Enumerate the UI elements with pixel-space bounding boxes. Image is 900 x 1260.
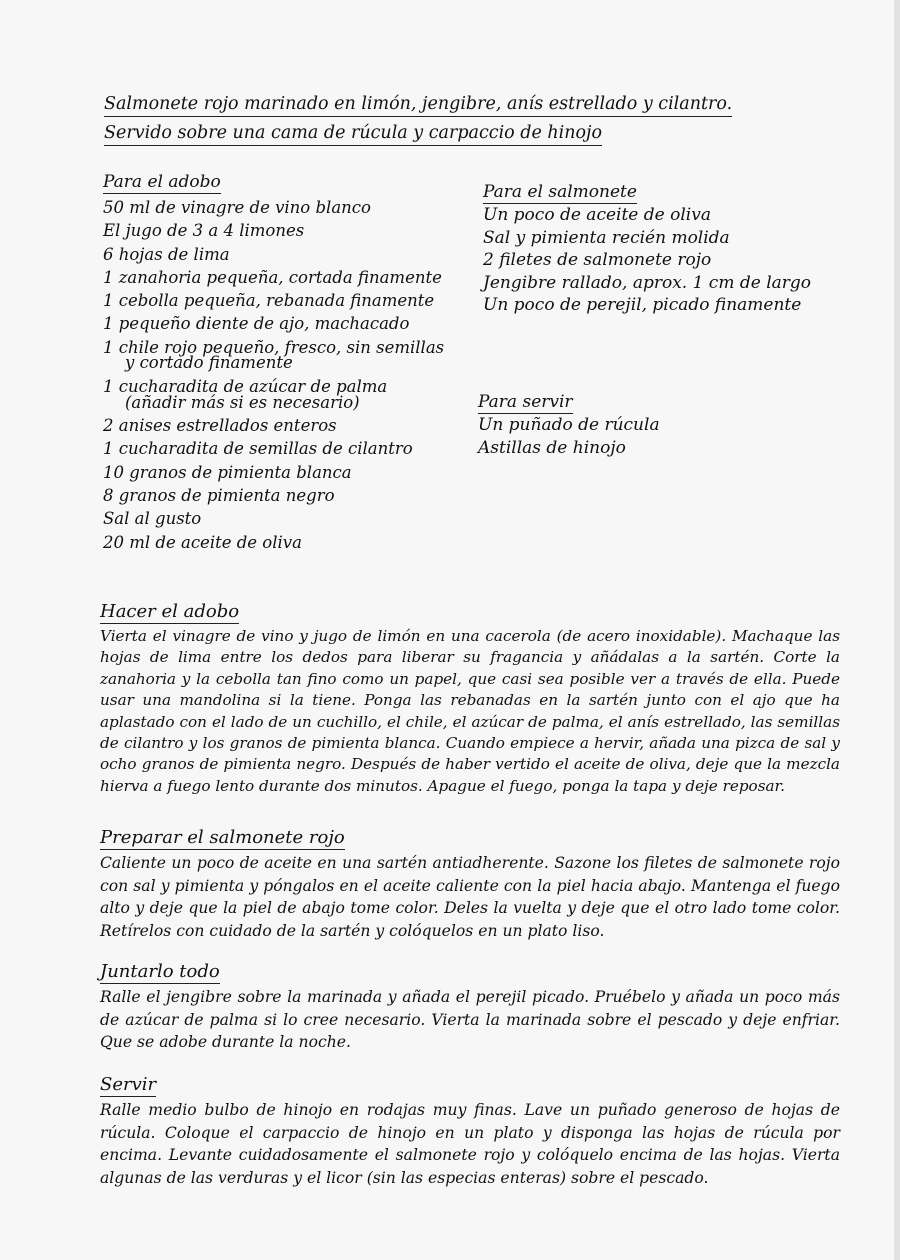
- list-item: El jugo de 3 a 4 limones: [103, 221, 305, 241]
- list-item: Un poco de perejil, picado finamente: [483, 295, 802, 315]
- preparar-text: Caliente un poco de aceite en una sartén antiadherente. Sazone los filetes de salmonete rojo con sal y pimienta y póngalos en el aceite caliente con la piel hacia abajo. Mantenga el fuego alto y deje que la piel de abajo tome color. Deles la vuelta y deje que el otro lado tome color. Retírelos con cuidado de la sartén y colóquelos en un plato liso.: [100, 854, 840, 940]
- list-item-line: (añadir más si es necesario): [125, 392, 360, 412]
- preparar-section: [100, 828, 840, 942]
- recipe-title-line-1: [104, 93, 732, 117]
- list-item: 8 granos de pimienta negro: [103, 486, 335, 506]
- servir-ingredient-list: [478, 414, 858, 460]
- list-item: 1 pequeño diente de ajo, machacado: [103, 314, 410, 334]
- servir-section: [100, 1075, 840, 1189]
- list-item: 10 granos de pimienta blanca: [103, 462, 352, 482]
- servir-ingredients: [478, 392, 858, 460]
- hacer-adobo-text: Vierta el vinagre de vino y jugo de limón en una cacerola (de acero inoxidable). Machaque las hojas de lima entre los dedos para liberar su fragancia y añádalas a la sartén. Corte la zanahoria y la cebolla tan fino como un papel, que casi sea posible ver a través de ella. Puede usar una mandolina si la tiene. Ponga las rebanadas en la sartén junto con el ajo que ha aplastado con el lado de un cuchillo, el chile, el azúcar de palma, el anís estrellado, las semillas de cilantro y los granos de pimienta blanca. Cuando empiece a hervir, añada una pizca de sal y ocho granos de pimienta negro. Después de haber vertido el aceite de oliva, deje que la mezcla hierva a fuego lento durante dos minutos. Apague el fuego, ponga la tapa y deje reposar.: [100, 627, 840, 795]
- recipe-title-line-2: [104, 122, 602, 146]
- hacer-adobo-section: [100, 602, 840, 797]
- hacer-adobo-heading: Hacer el adobo: [100, 601, 240, 622]
- juntar-section: [100, 962, 840, 1054]
- list-item: [103, 336, 463, 375]
- adobo-heading: Para el adobo: [103, 172, 221, 192]
- servir-heading: Servir: [100, 1074, 157, 1095]
- list-item: Sal y pimienta recién molida: [483, 227, 730, 248]
- juntar-heading: Juntarlo todo: [100, 961, 220, 982]
- preparar-heading: Preparar el salmonete rojo: [100, 827, 345, 848]
- list-item: 1 cucharadita de semillas de cilantro: [103, 439, 413, 459]
- list-item: 1 zanahoria pequeña, cortada finamente: [103, 267, 442, 287]
- recipe-subtitle-text: Servido sobre una cama de rúcula y carpaccio de hinojo: [104, 122, 602, 146]
- list-item: Sal al gusto: [103, 509, 202, 529]
- recipe-title-text: Salmonete rojo marinado en limón, jengibre, anís estrellado y cilantro.: [104, 93, 732, 117]
- list-item: 1 cebolla pequeña, rebanada finamente: [103, 291, 435, 311]
- salmonete-heading: Para el salmonete: [483, 182, 637, 202]
- adobo-ingredients: [103, 172, 463, 554]
- list-item: 20 ml de aceite de oliva: [103, 532, 302, 552]
- salmonete-ingredient-list: [483, 204, 863, 317]
- list-item: Astillas de hinojo: [478, 438, 626, 458]
- para-servir-heading: Para servir: [478, 392, 573, 412]
- list-item-line: 1 cucharadita de azúcar de palma: [103, 376, 388, 396]
- page-edge: [894, 0, 900, 1260]
- list-item: 50 ml de vinagre de vino blanco: [103, 198, 371, 217]
- list-item: 6 hojas de lima: [103, 244, 230, 264]
- list-item-line: y cortado finamente: [125, 353, 293, 373]
- list-item: 2 filetes de salmonete rojo: [483, 250, 712, 270]
- list-item-line: 1 chile rojo pequeño, fresco, sin semillas: [103, 337, 445, 357]
- servir-text: Ralle medio bulbo de hinojo en rodajas muy finas. Lave un puñado generoso de hojas de rúcula. Coloque el carpaccio de hinojo en un plato y disponga las hojas de rúcula por encima. Levante cuidadosamente el salmonete rojo y colóquelo encima de las hojas. Vierta algunas de las verduras y el licor (sin las especias enteras) sobre el pescado.: [100, 1101, 840, 1187]
- list-item: Un poco de aceite de oliva: [483, 205, 711, 225]
- list-item: 2 anises estrellados enteros: [103, 416, 337, 436]
- list-item: [103, 375, 463, 414]
- adobo-ingredient-list: [103, 196, 463, 554]
- salmonete-ingredients: [483, 182, 863, 317]
- list-item: Un puñado de rúcula: [478, 415, 660, 435]
- list-item: Jengibre rallado, aprox. 1 cm de largo: [483, 272, 812, 293]
- juntar-text: Ralle el jengibre sobre la marinada y añada el perejil picado. Pruébelo y añada un poco más de azúcar de palma si lo cree necesario. Vierta la marinada sobre el pescado y deje enfriar. Que se adobe durante la noche.: [100, 988, 840, 1052]
